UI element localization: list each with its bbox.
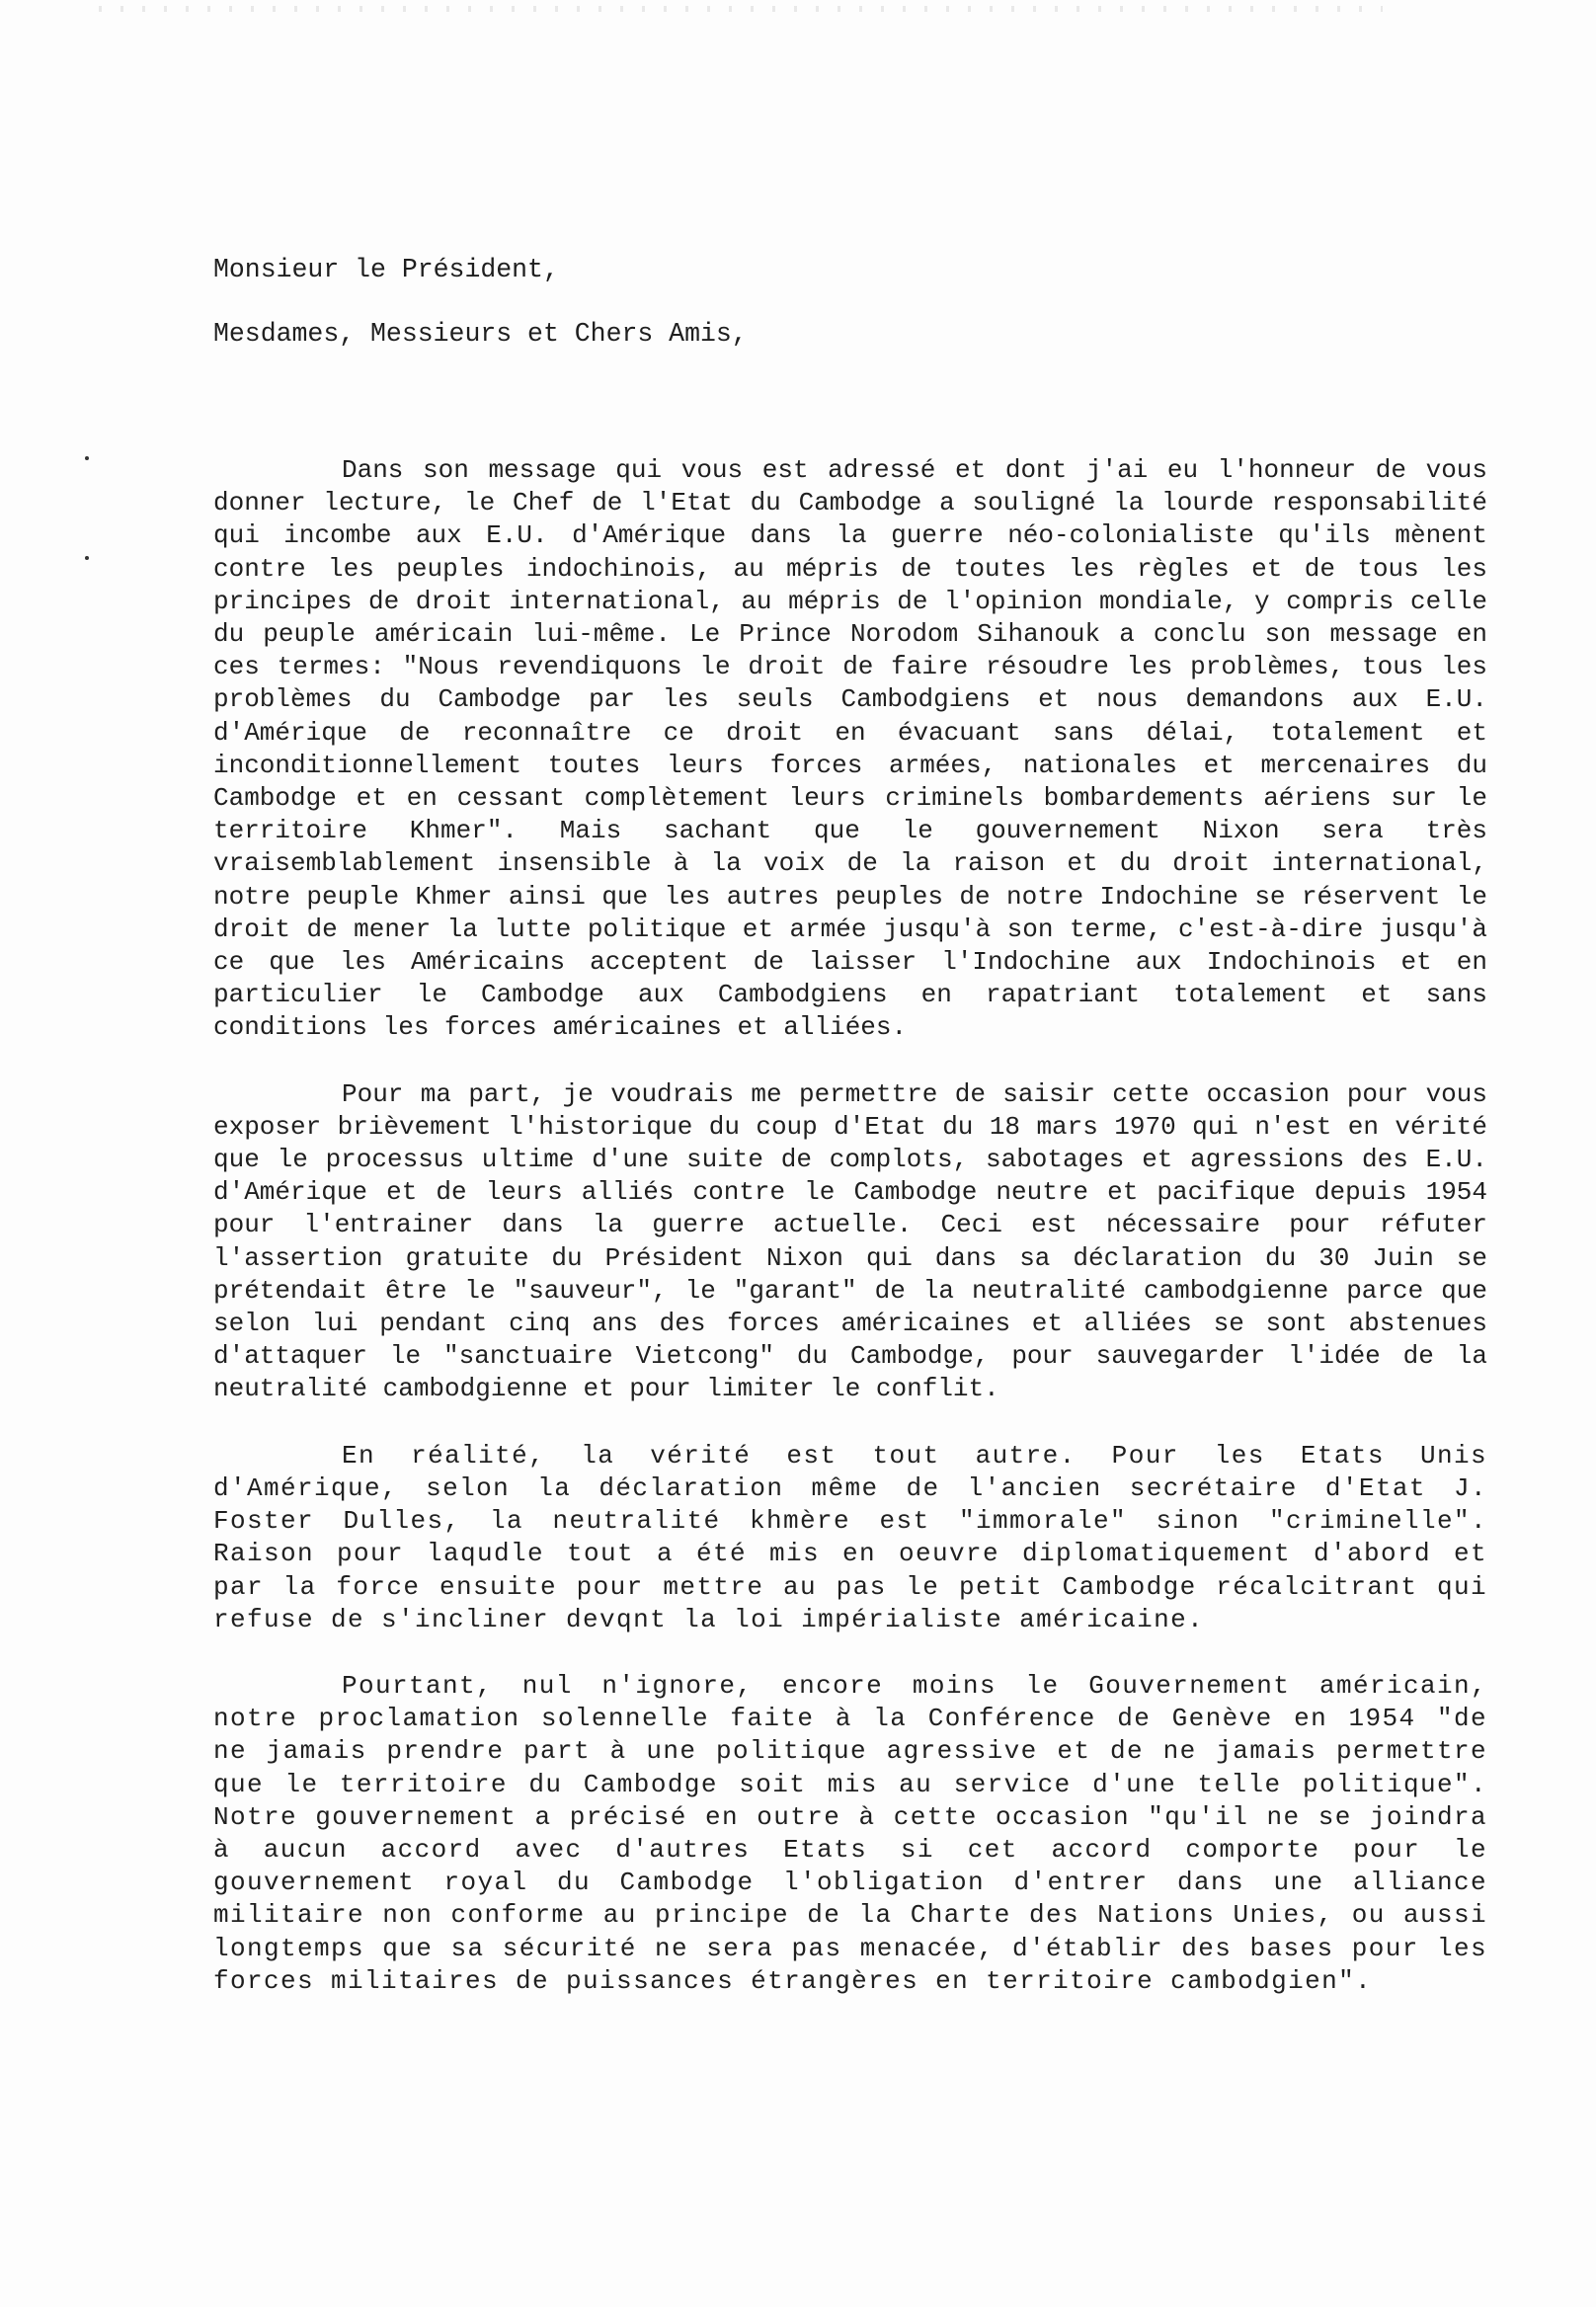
scan-artifact-strip <box>99 6 1383 12</box>
salutation-president: Monsieur le Président, <box>213 255 559 284</box>
margin-dot <box>85 456 89 460</box>
paragraph-3: En réalité, la vérité est tout autre. Pour les Etats Unis d'Amérique, selon la déclaration même de l'ancien secrétaire d'Etat J. Foster Dulles, la neutralité khmère est "immorale" sinon "criminelle". Raison pour laqudle tout a été mis en oeuvre diplomatiquement d'abord et par la force ensuite pour mettre au pas le petit Cambodge récalcitrant qui refuse de s'incliner devqnt la loi impérialiste américaine. <box>213 1440 1487 1634</box>
paragraph-4: Pourtant, nul n'ignore, encore moins le Gouvernement américain, notre proclamation solennelle faite à la Conférence de Genève en 1954 "de ne jamais prendre part à une politique agressive et de ne jamais permettre que le territoire du Cambodge soit mis au service d'une telle politique". Notre gouvernement a précisé en outre à cette occasion "qu'il ne se joindra à aucun accord avec d'autres Etats si cet accord comporte pour le gouvernement royal du Cambodge l'obligation d'entrer dans une alliance militaire non conforme au principe de la Charte des Nations Unies, ou aussi longtemps que sa sécurité ne sera pas menacée, d'établir des bases pour les forces militaires de puissances étrangères en territoire cambodgien". <box>213 1670 1487 1996</box>
letter-body <box>213 454 1487 1998</box>
paragraph-2: Pour ma part, je voudrais me permettre de saisir cette occasion pour vous exposer brièvement l'historique du coup d'Etat du 18 mars 1970 qui n'est en vérité que le processus ultime d'une suite de complots, sabotages et agressions des E.U. d'Amérique et de leurs alliés contre le Cambodge neutre et pacifique depuis 1954 pour l'entrainer dans la guerre actuelle. Ceci est nécessaire pour réfuter l'assertion gratuite du Président Nixon qui dans sa déclaration du 30 Juin se prétendait être le "sauveur", le "garant" de la neutralité cambodgienne parce que selon lui pendant cinq ans des forces américaines et alliées se sont abstenues d'attaquer le "sanctuaire Vietcong" du Cambodge, pour sauvegarder l'idée de la neutralité cambodgienne et pour limiter le conflit. <box>213 1078 1487 1404</box>
salutation-audience: Mesdames, Messieurs et Chers Amis, <box>213 319 748 349</box>
margin-dot <box>85 556 89 560</box>
paragraph-1: Dans son message qui vous est adressé et dont j'ai eu l'honneur de vous donner lecture, le Chef de l'Etat du Cambodge a souligné la lourde responsabilité qui incombe aux E.U. d'Amérique dans la guerre néo-colonialiste qu'ils mènent contre les peuples indochinois, au mépris de toutes les règles et de tous les principes de droit international, au mépris de l'opinion mondiale, y compris celle du peuple américain lui-même. Le Prince Norodom Sihanouk a conclu son message en ces termes: "Nous revendiquons le droit de faire résoudre les problèmes, tous les problèmes du Cambodge par les seuls Cambodgiens et nous demandons aux E.U. d'Amérique de reconnaître ce droit en évacuant sans délai, totalement et inconditionnellement toutes leurs forces armées, nationales et mercenaires du Cambodge et en cessant complètement leurs criminels bombardements aériens sur le territoire Khmer". Mais sachant que le gouvernement Nixon sera très vraisemblablement insensible à la voix de la raison et du droit international, notre peuple Khmer ainsi que les autres peuples de notre Indochine se réservent le droit de mener la lutte politique et armée jusqu'à son terme, c'est-à-dire jusqu'à ce que les Américains acceptent de laisser l'Indochine aux Indochinois et en particulier le Cambodge aux Cambodgiens en rapatriant totalement et sans conditions les forces américaines et alliées. <box>213 455 1487 1043</box>
